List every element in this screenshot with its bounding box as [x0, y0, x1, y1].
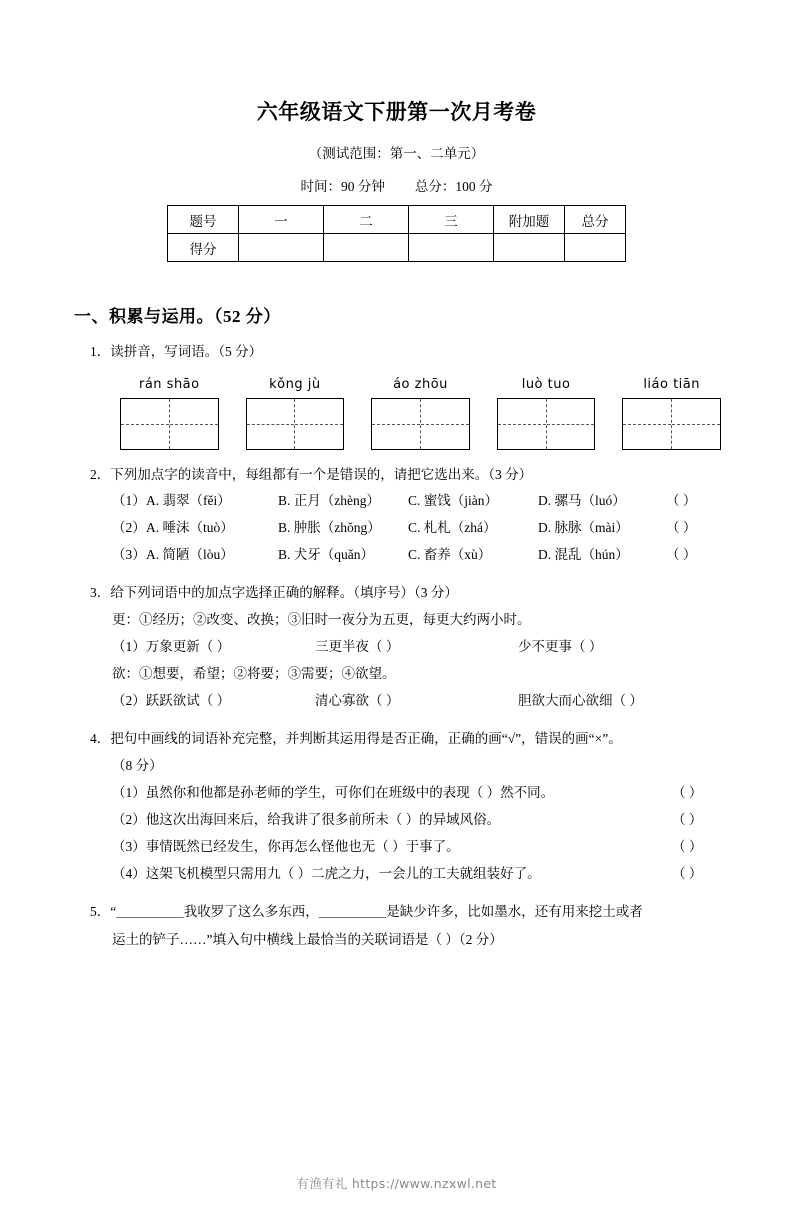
q2-row2-option-a[interactable]: A. 唾沫（tuò） [146, 520, 234, 536]
question-4-row-1 [112, 779, 721, 806]
q2-row1-option-c[interactable]: C. 蜜饯（jiàn） [408, 493, 498, 509]
pinyin-2: kǒng jù [269, 376, 321, 392]
score-table-wrapper [72, 205, 721, 262]
question-5-line-1: 5．“＿＿＿＿＿我收罗了这么多东西，＿＿＿＿＿是缺少许多，比如墨水，还有用来挖土或者 [90, 903, 643, 919]
q4-row3-answer-blank[interactable]: （ ） [672, 838, 703, 854]
pinyin-4: luò tuo [521, 376, 571, 392]
tianzige-row [120, 398, 721, 450]
tianzige-box-1[interactable] [120, 398, 219, 450]
score-cell-1[interactable] [324, 234, 409, 262]
q3-item-4[interactable]: （2）跃跃欲试（ ） [112, 692, 231, 708]
q3-item-6[interactable]: 胆欲大而心欲细（ ） [518, 692, 643, 708]
q4-row3-text[interactable]: （3）事情既然已经发生，你再怎么怪他也无（ ）于事了。 [112, 838, 460, 854]
score-table [167, 205, 626, 262]
q2-row1-lead: （1） [112, 493, 146, 509]
q2-row2-option-d[interactable]: D. 脉脉（mài） [538, 520, 629, 536]
score-cell-0[interactable] [239, 234, 324, 262]
q4-row4-text[interactable]: （4）这架飞机模型只需用九（ ）二虎之力，一会儿的工夫就组装好了。 [112, 865, 541, 881]
question-4-row-3 [112, 833, 721, 860]
q2-row1-option-d[interactable]: D. 骡马（luó） [538, 493, 626, 509]
time-label: 时间：90 分钟 [300, 179, 385, 194]
q3-item-5[interactable]: 清心寡欲（ ） [315, 692, 400, 708]
q2-row3-option-d[interactable]: D. 混乱（hún） [538, 547, 629, 563]
question-2-stem: 2．下列加点字的读音中，每组都有一个是错误的，请把它选出来。（3 分） [90, 466, 533, 482]
question-1-stem: 1．读拼音，写词语。（5 分） [90, 344, 263, 359]
question-5-line-2: 运土的铲子……”填入句中横线上最恰当的关联词语是（ ）（2 分） [112, 932, 503, 948]
total-score-label: 总分：100 分 [414, 179, 493, 194]
test-scope-subtitle: （测试范围：第一、二单元） [308, 146, 485, 161]
pinyin-row [120, 377, 721, 392]
question-4-stem: 4．把句中画线的词语补充完整，并判断其运用得是否正确，正确的画“√”，错误的画“×”。 [90, 730, 622, 746]
score-table-header-0: 一 [239, 206, 324, 234]
q2-row1-option-a[interactable]: A. 翡翠（fěi） [146, 493, 231, 509]
pinyin-5: liáo tiān [643, 376, 701, 392]
question-3-stem: 3．给下列词语中的加点字选择正确的解释。（填序号）（3 分） [90, 585, 458, 601]
pinyin-1: rán shāo [138, 376, 200, 392]
q2-row2-option-c[interactable]: C. 札札（zhá） [408, 520, 497, 536]
question-3-gloss-1: 更：①经历；②改变、改换；③旧时一夜分为五更，每更大约两小时。 [112, 611, 531, 627]
question-3-items-1 [112, 633, 721, 660]
q4-row4-answer-blank[interactable]: （ ） [672, 865, 703, 881]
question-2-row-1 [112, 487, 721, 514]
score-table-header-4: 总分 [565, 206, 626, 234]
page-title: 六年级语文下册第一次月考卷 [256, 100, 537, 124]
section-title-1: 一、积累与运用。（52 分） [74, 307, 281, 326]
q4-row1-text[interactable]: （1）虽然你和他都是孙老师的学生，可你们在班级中的表现（ ）然不同。 [112, 784, 555, 800]
question-2-row-3 [112, 541, 721, 568]
score-table-header-2: 三 [409, 206, 494, 234]
question-3-items-2 [112, 687, 721, 714]
tianzige-box-2[interactable] [246, 398, 345, 450]
q3-item-3[interactable]: 少不更事（ ） [518, 638, 603, 654]
q3-item-2[interactable]: 三更半夜（ ） [315, 638, 400, 654]
score-cell-3[interactable] [494, 234, 565, 262]
q2-row2-option-b[interactable]: B. 肿胀（zhǒng） [278, 520, 381, 536]
score-table-row-label-0: 题号 [168, 206, 239, 234]
q2-row3-answer-blank[interactable]: （ ） [666, 547, 697, 563]
q2-row1-answer-blank[interactable]: （ ） [666, 493, 697, 509]
q2-row2-lead: （2） [112, 520, 146, 536]
question-4-row-2 [112, 806, 721, 833]
score-table-header-1: 二 [324, 206, 409, 234]
tianzige-box-4[interactable] [497, 398, 596, 450]
question-4-row-4 [112, 860, 721, 887]
q2-row3-option-b[interactable]: B. 犬牙（quǎn） [278, 547, 374, 563]
tianzige-box-3[interactable] [371, 398, 470, 450]
table-row [168, 234, 626, 262]
q2-row3-option-a[interactable]: A. 简陋（lòu） [146, 547, 234, 563]
exam-info [72, 175, 721, 195]
q2-row3-lead: （3） [112, 547, 146, 563]
q4-row1-answer-blank[interactable]: （ ） [672, 784, 703, 800]
tianzige-box-5[interactable] [622, 398, 721, 450]
table-row [168, 206, 626, 234]
q2-row3-option-c[interactable]: C. 畜养（xù） [408, 547, 492, 563]
question-3-gloss-2: 欲：①想要，希望；②将要；③需要；④欲望。 [112, 665, 396, 681]
question-4-stem-score: （8 分） [112, 757, 163, 773]
q2-row2-answer-blank[interactable]: （ ） [666, 520, 697, 536]
question-2-row-2 [112, 514, 721, 541]
exam-page [0, 96, 793, 1218]
q4-row2-text[interactable]: （2）他这次出海回来后，给我讲了很多前所未（ ）的异域风俗。 [112, 811, 501, 827]
q4-row2-answer-blank[interactable]: （ ） [672, 811, 703, 827]
q2-row1-option-b[interactable]: B. 正月（zhèng） [278, 493, 380, 509]
score-cell-4[interactable] [565, 234, 626, 262]
q3-item-1[interactable]: （1）万象更新（ ） [112, 638, 231, 654]
pinyin-3: áo zhōu [393, 376, 448, 392]
footer-watermark: 有渔有礼 https://www.nzxwl.net [296, 1176, 497, 1191]
score-table-header-3: 附加题 [494, 206, 565, 234]
score-cell-2[interactable] [409, 234, 494, 262]
score-table-row-label-1: 得分 [168, 234, 239, 262]
